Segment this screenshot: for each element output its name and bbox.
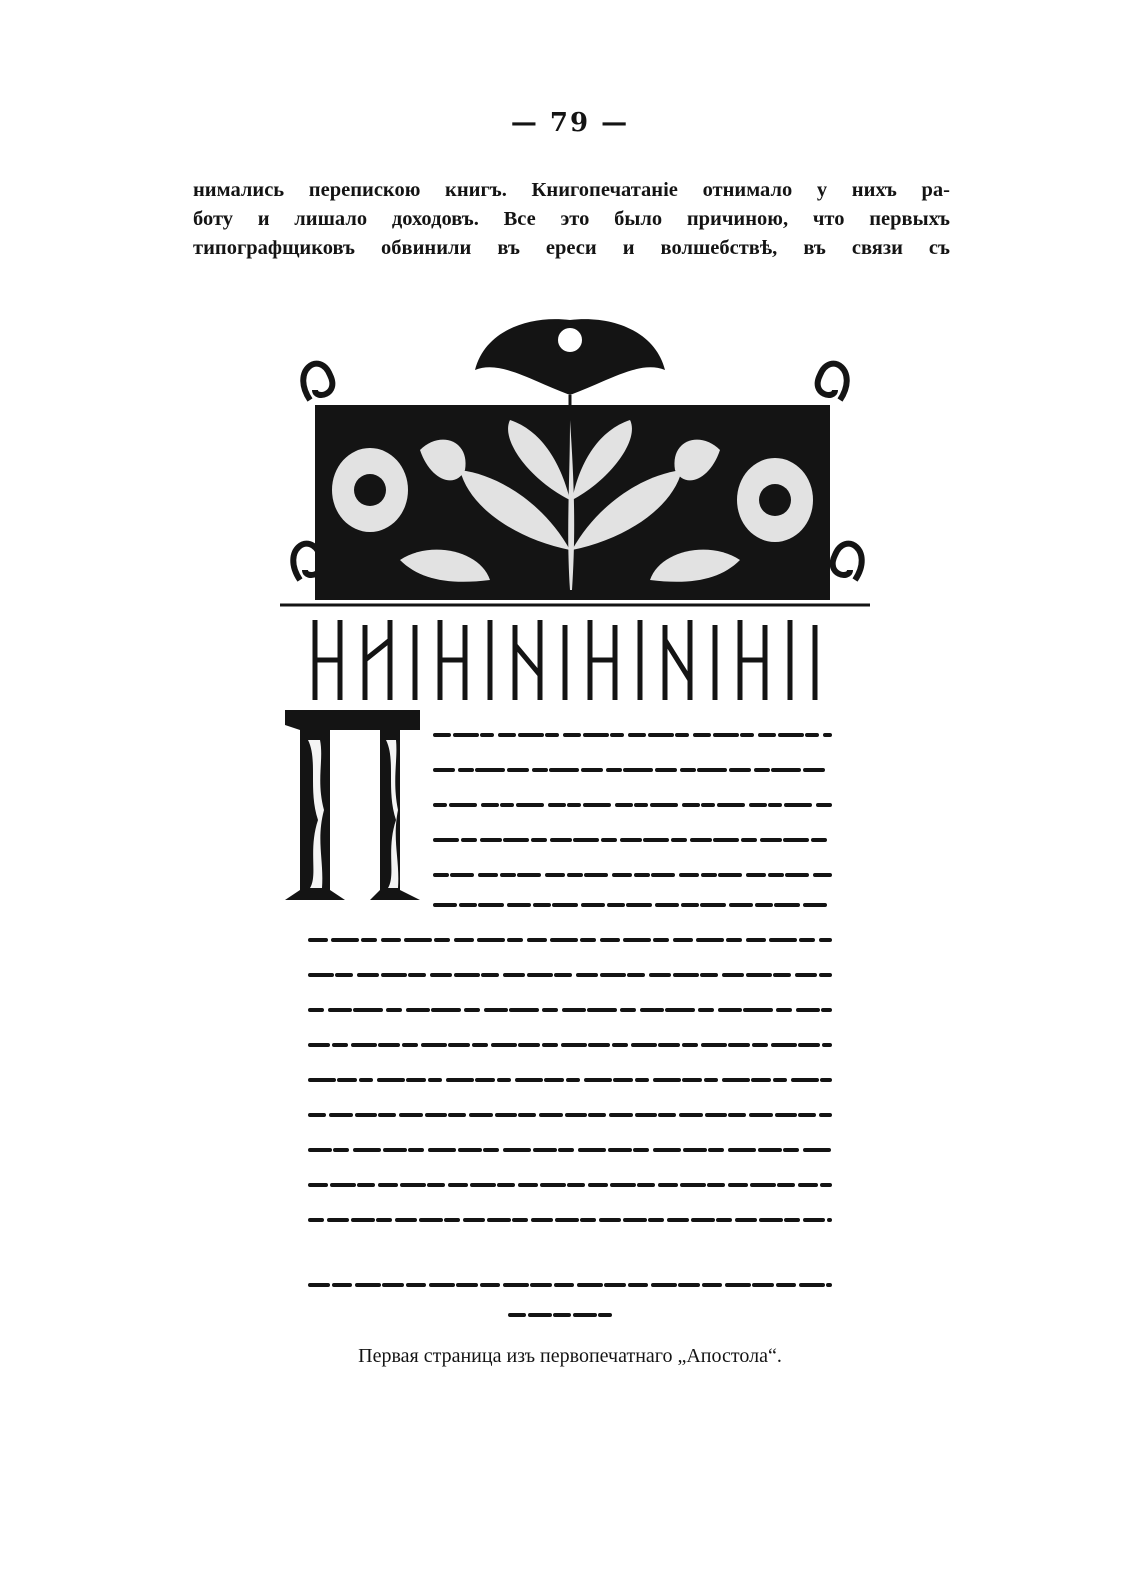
body-line: типографщиковъ обвинили въ ереси и волшебствѣ, въ связи съ — [193, 237, 950, 259]
body-line: боту и лишало доходовъ. Все это было причиною, что первыхъ — [193, 208, 950, 230]
body-line: нимались перепискою книгъ. Книгопечатаніе отнимало у нихъ ра- — [193, 179, 950, 201]
body-text — [193, 176, 950, 263]
apostol-first-page-illustration — [270, 300, 880, 1330]
ornamental-headpiece — [315, 405, 830, 600]
illustration-svg — [270, 300, 880, 1330]
figure-caption: Первая страница изъ первопечатнаго „Апостола“. — [358, 1345, 782, 1367]
vyaz-title — [315, 620, 815, 700]
crest-ornament — [475, 319, 665, 410]
page-number: — 79 — — [510, 108, 630, 138]
initial-letter-p — [285, 710, 420, 900]
